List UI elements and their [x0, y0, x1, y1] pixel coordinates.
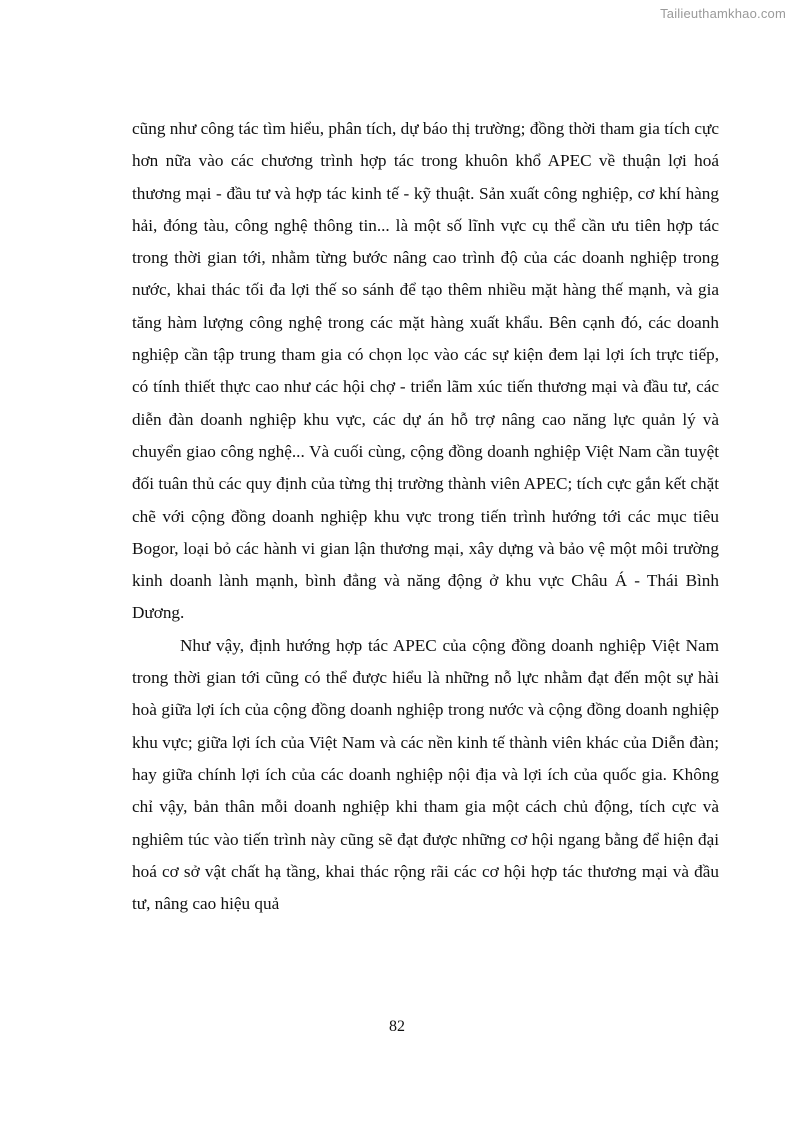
- page-body: [132, 113, 719, 920]
- page-number: 82: [389, 1018, 405, 1035]
- watermark-text: Tailieuthamkhao.com: [660, 6, 786, 21]
- paragraph-orientation: Như vậy, định hướng hợp tác APEC của cộng đồng doanh nghiệp Việt Nam trong thời gian tới cũng có thể được hiểu là những nỗ lực nhằm đạt đến một sự hài hoà giữa lợi ích của cộng đồng doanh nghiệp trong nước và cộng đồng doanh nghiệp khu vực; giữa lợi ích của Việt Nam và các nền kinh tế thành viên khác của Diễn đàn; hay giữa chính lợi ích của các doanh nghiệp nội địa và lợi ích của quốc gia. Không chỉ vậy, bản thân mỗi doanh nghiệp khi tham gia một cách chủ động, tích cực và nghiêm túc vào tiến trình này cũng sẽ đạt được những cơ hội ngang bằng để hiện đại hoá cơ sở vật chất hạ tầng, khai thác rộng rãi các cơ hội hợp tác thương mại và đầu tư, nâng cao hiệu quả: [132, 635, 719, 914]
- paragraph-continued: cũng như công tác tìm hiểu, phân tích, dự báo thị trường; đồng thời tham gia tích cực hơn nữa vào các chương trình hợp tác trong khuôn khổ APEC về thuận lợi hoá thương mại - đầu tư và hợp tác kinh tế - kỹ thuật. Sản xuất công nghiệp, cơ khí hàng hải, đóng tàu, công nghệ thông tin... là một số lĩnh vực cụ thể cần ưu tiên hợp tác trong thời gian tới, nhằm từng bước nâng cao trình độ của các doanh nghiệp trong nước, khai thác tối đa lợi thế so sánh để tạo thêm nhiều mặt hàng thế mạnh, và gia tăng hàm lượng công nghệ trong các mặt hàng xuất khẩu. Bên cạnh đó, các doanh nghiệp cần tập trung tham gia có chọn lọc vào các sự kiện đem lại lợi ích trực tiếp, có tính thiết thực cao như các hội chợ - triển lãm xúc tiến thương mại và đầu tư, các diễn đàn doanh nghiệp khu vực, các dự án hỗ trợ nâng cao năng lực quản lý và chuyển giao công nghệ... Và cuối cùng, cộng đồng doanh nghiệp Việt Nam cần tuyệt đối tuân thủ các quy định của từng thị trường thành viên APEC; tích cực gắn kết chặt chẽ với cộng đồng doanh nghiệp khu vực trong tiến trình hướng tới các mục tiêu Bogor, loại bỏ các hành vi gian lận thương mại, xây dựng và bảo vệ một môi trường kinh doanh lành mạnh, bình đẳng và năng động ở khu vực Châu Á - Thái Bình Dương.: [132, 119, 719, 623]
